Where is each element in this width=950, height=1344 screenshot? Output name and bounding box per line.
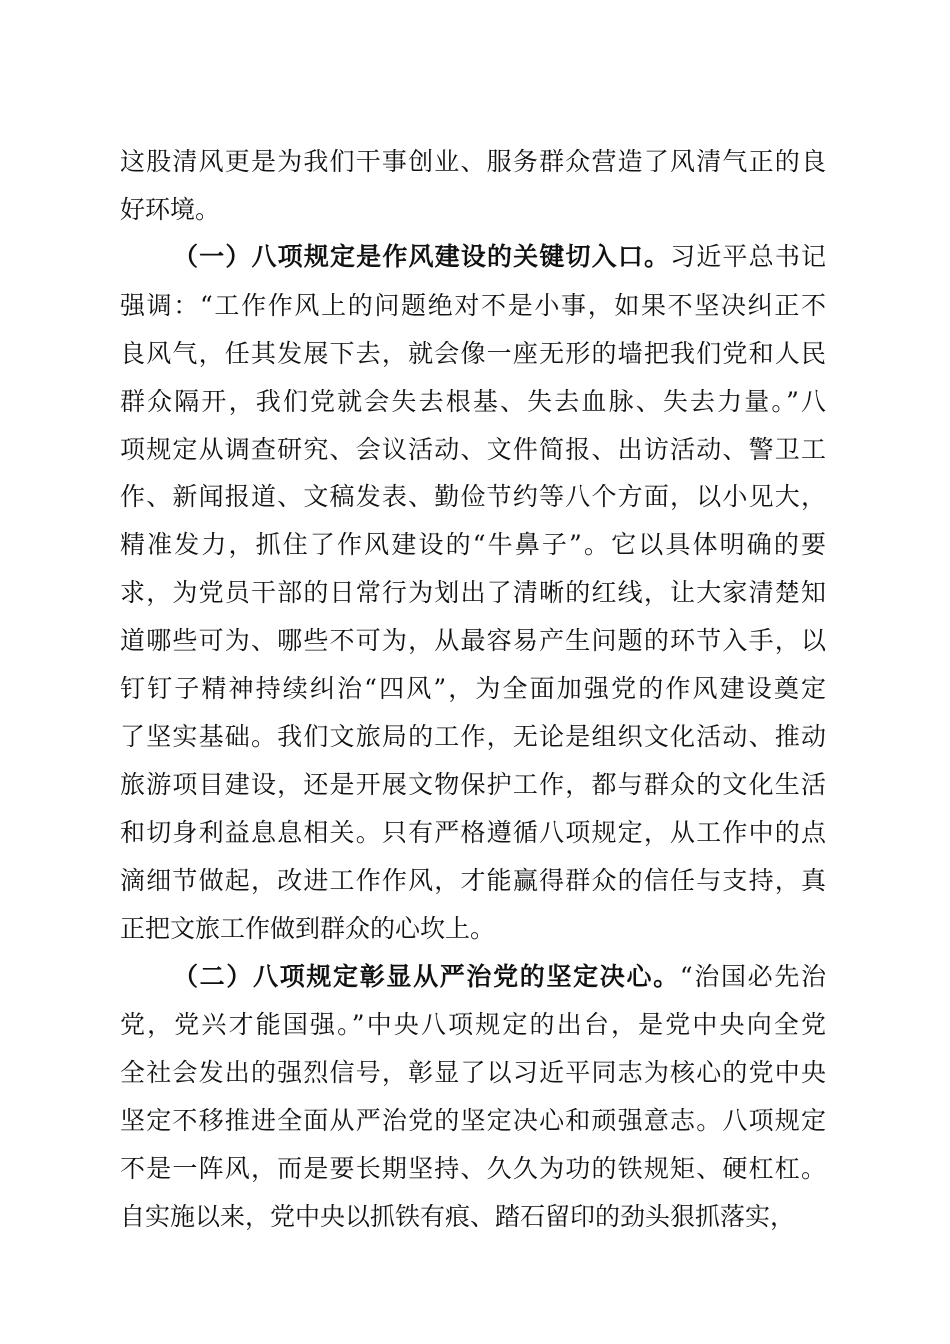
- paragraph-3-line-2: 党，党兴才能国强。”中央八项规定的出台，是党中央向全党: [120, 1010, 826, 1039]
- paragraph-3-line-5: 不是一阵风，而是要长期坚持、久久为功的铁规矩、硬杠杠。: [120, 1154, 826, 1183]
- paragraph-2-line-15: 正把文旅工作做到群众的心坎上。: [120, 914, 496, 943]
- paragraph-2-line-3: 良风气，任其发展下去，就会像一座无形的墙把我们党和人民: [120, 339, 826, 368]
- section-heading-1: （一）八项规定是作风建设的关键切入口。: [173, 242, 671, 271]
- paragraph-1-line-1: 这股清风更是为我们干事创业、服务群众营造了风清气正的良: [120, 147, 826, 176]
- paragraph-2-line-9: 道哪些可为、哪些不可为，从最容易产生问题的环节入手，以: [120, 626, 826, 655]
- paragraph-2-line-10: 钉钉子精神持续纠治“四风”，为全面加强党的作风建设奠定: [120, 674, 826, 703]
- paragraph-2-line-5: 项规定从调查研究、会议活动、文件简报、出访活动、警卫工: [120, 435, 826, 464]
- paragraph-2-line-8: 求，为党员干部的日常行为划出了清晰的红线，让大家清楚知: [120, 578, 826, 607]
- paragraph-2-line-1-text: 习近平总书记: [670, 242, 826, 271]
- paragraph-2-line-14: 滴细节做起，改进工作作风，才能赢得群众的信任与支持，真: [120, 866, 826, 895]
- paragraph-3-line-3: 全社会发出的强烈信号，彰显了以习近平同志为核心的党中央: [120, 1058, 826, 1087]
- paragraph-3-line-1: [173, 957, 826, 997]
- paragraph-2-line-1: [173, 237, 826, 277]
- paragraph-2-line-12: 旅游项目建设，还是开展文物保护工作，都与群众的文化生活: [120, 770, 826, 799]
- paragraph-3-line-4: 坚定不移推进全面从严治党的坚定决心和顽强意志。八项规定: [120, 1106, 826, 1135]
- paragraph-3-line-6: 自实施以来，党中央以抓铁有痕、踏石留印的劲头狠抓落实，: [120, 1202, 796, 1231]
- paragraph-2-line-4: 群众隔开，我们党就会失去根基、失去血脉、失去力量。”八: [120, 387, 826, 416]
- paragraph-2-line-7: 精准发力，抓住了作风建设的“牛鼻子”。它以具体明确的要: [120, 530, 826, 559]
- paragraph-2-line-13: 和切身利益息息相关。只有严格遵循八项规定，从工作中的点: [120, 818, 826, 847]
- paragraph-1-line-2: 好环境。: [120, 195, 221, 224]
- paragraph-2-line-2: 强调：“工作作风上的问题绝对不是小事，如果不坚决纠正不: [120, 291, 826, 320]
- paragraph-2-line-11: 了坚实基础。我们文旅局的工作，无论是组织文化活动、推动: [120, 722, 826, 751]
- paragraph-3-line-1-text: “治国必先治: [679, 962, 827, 991]
- paragraph-2-line-6: 作、新闻报道、文稿发表、勤俭节约等八个方面，以小见大，: [120, 482, 826, 511]
- section-heading-2: （二）八项规定彰显从严治党的坚定决心。: [173, 962, 680, 991]
